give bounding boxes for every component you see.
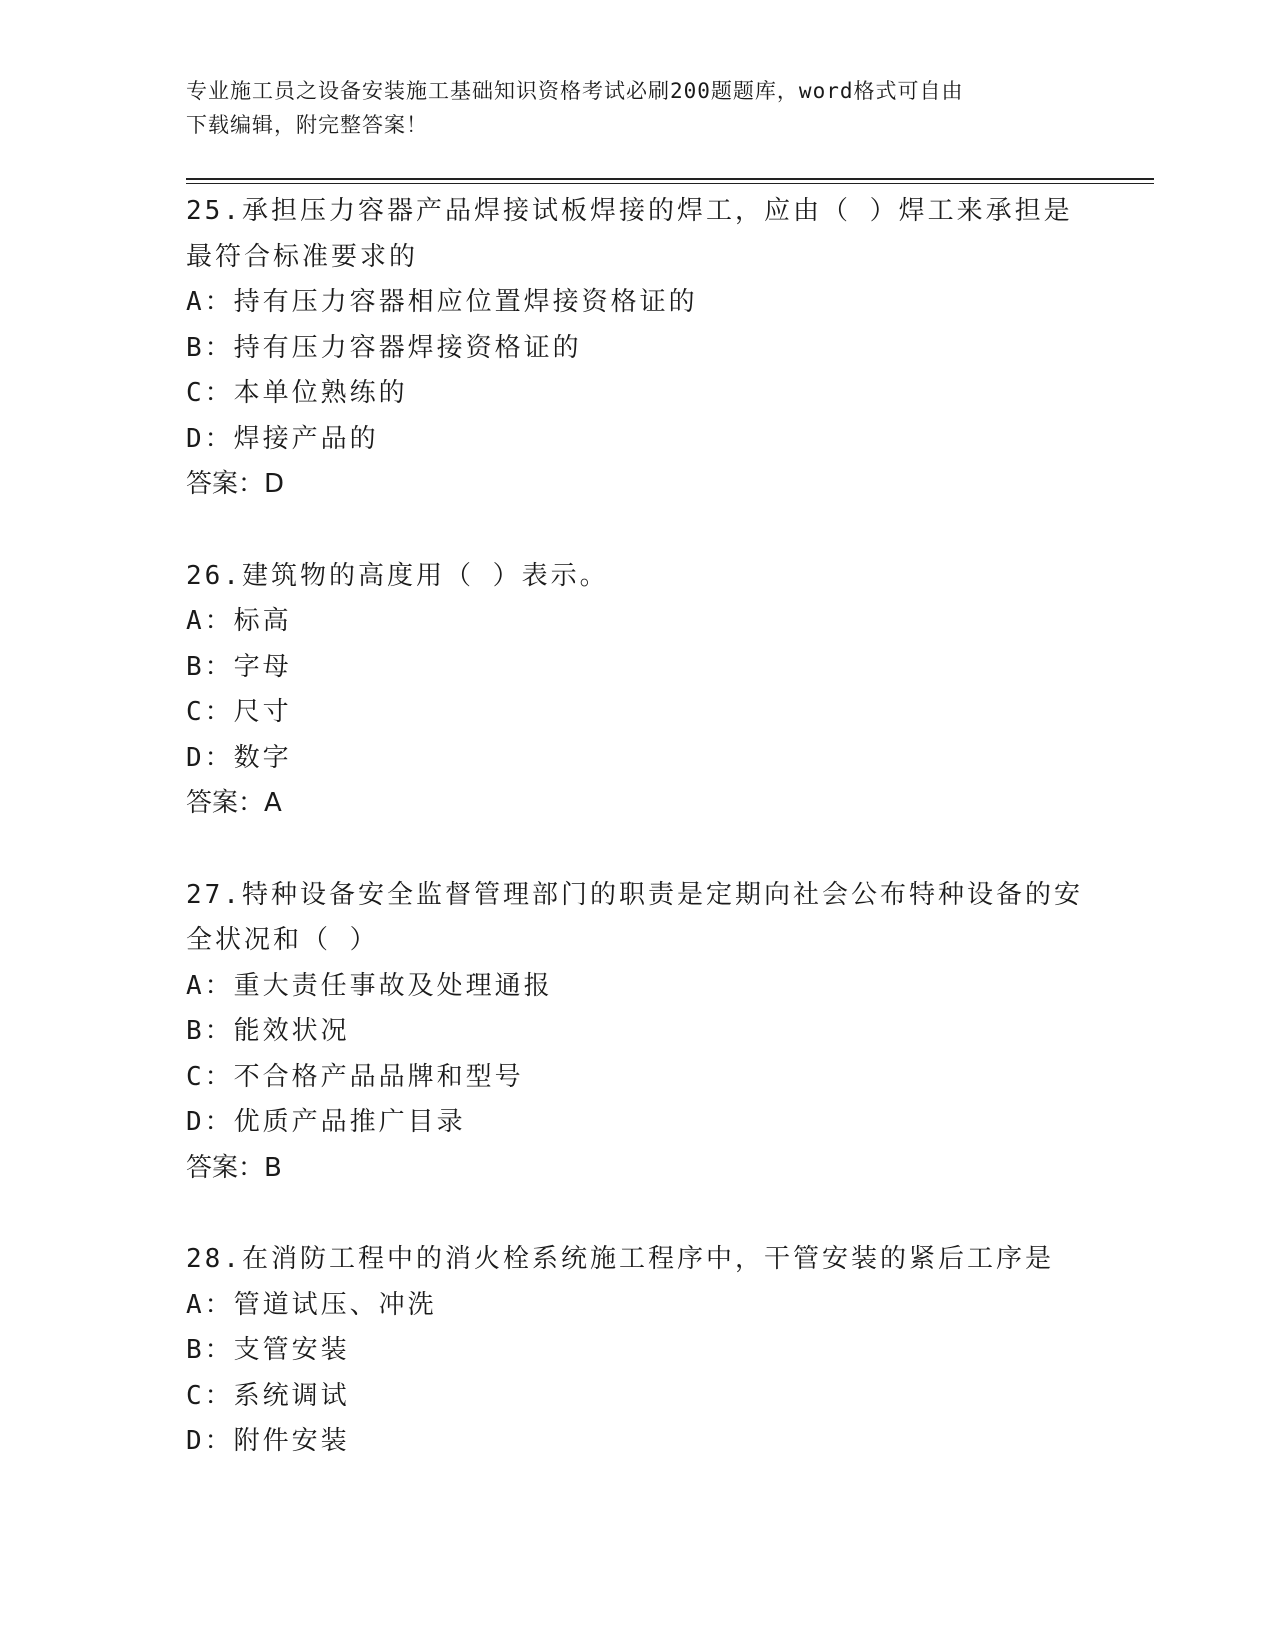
option-a: A：管道试压、冲洗	[186, 1289, 437, 1320]
question-28	[186, 1237, 1086, 1465]
header-divider	[186, 178, 1154, 180]
option-c: C：本单位熟练的	[186, 378, 408, 408]
option-b: B：字母	[186, 651, 292, 682]
option-b: B：能效状况	[186, 1016, 350, 1046]
question-stem-line: 26.建筑物的高度用（ ）表示。	[186, 560, 609, 591]
option-d: D：附件安装	[186, 1426, 350, 1456]
header-line: 下载编辑，附完整答案！	[186, 113, 428, 137]
option-c: C：不合格产品品牌和型号	[186, 1061, 524, 1092]
option-d: D：优质产品推广目录	[186, 1107, 466, 1137]
question-stem-line: 全状况和（ ）	[186, 925, 379, 955]
answer-line: 答案：D	[186, 469, 285, 499]
question-stem-line: 25.承担压力容器产品焊接试板焊接的焊工，应由（ ）焊工来承担是	[186, 196, 1073, 226]
question-stem-line: 最符合标准要求的	[186, 241, 419, 272]
option-a: A：重大责任事故及处理通报	[186, 970, 553, 1001]
header-line: 专业施工员之设备安装施工基础知识资格考试必刷200题题库，word格式可自由	[186, 79, 964, 103]
question-stem-line: 27.特种设备安全监督管理部门的职责是定期向社会公布特种设备的安	[186, 879, 1083, 910]
option-c: C：系统调试	[186, 1380, 350, 1411]
question-stem-line: 28.在消防工程中的消火栓系统施工程序中，干管安装的紧后工序是	[186, 1244, 1054, 1274]
document-header	[186, 74, 1066, 142]
answer-line: 答案：B	[186, 1152, 282, 1183]
answer-line: 答案：A	[186, 788, 282, 818]
option-b: B：支管安装	[186, 1335, 350, 1365]
option-c: C：尺寸	[186, 697, 292, 727]
option-a: A：标高	[186, 606, 292, 636]
question-26	[186, 554, 1086, 827]
question-list	[186, 189, 1086, 1511]
option-b: B：持有压力容器焊接资格证的	[186, 332, 582, 363]
question-27	[186, 873, 1086, 1192]
option-a: A：持有压力容器相应位置焊接资格证的	[186, 287, 698, 317]
header-divider-thin	[186, 183, 1154, 184]
question-25	[186, 189, 1086, 508]
option-d: D：焊接产品的	[186, 423, 379, 454]
option-d: D：数字	[186, 742, 292, 773]
